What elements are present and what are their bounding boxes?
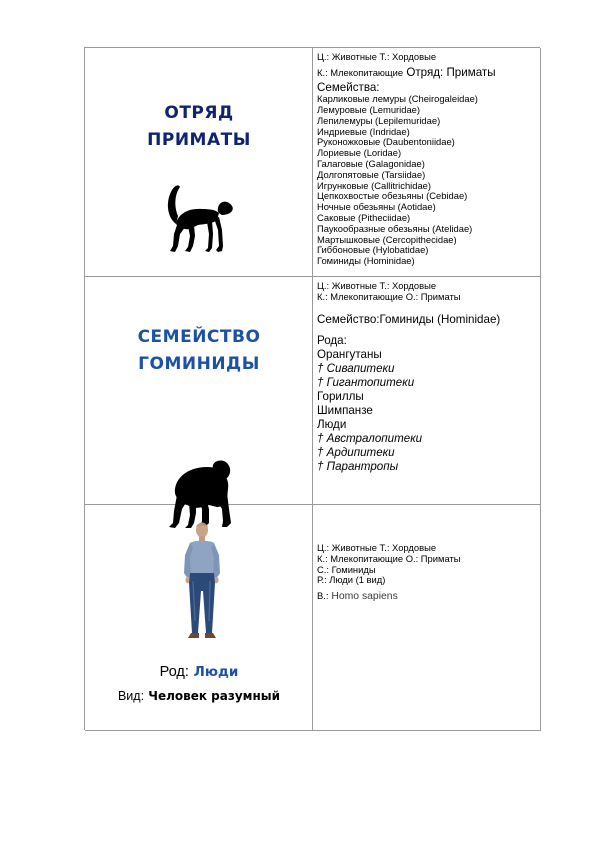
family-list-item: Гиббоновые (Hylobatidae) <box>317 244 429 256</box>
family-list-item: Руконожковые (Daubentoniidae) <box>317 136 455 148</box>
card-hominids-title <box>85 324 313 378</box>
family-list-item: Гоминиды (Hominidae) <box>317 255 415 267</box>
card-humans-left <box>85 505 313 731</box>
genus-item-extinct: † Сивапитеки <box>317 362 395 375</box>
card-hominids-left <box>85 277 313 505</box>
family-list-item: Мартышковые (Cercopithecidae) <box>317 233 457 245</box>
info-class: К.: Млекопитающие <box>317 66 404 78</box>
genus-label: Род: <box>159 664 189 680</box>
families-header: Семейства: <box>317 80 380 94</box>
species-label: Вид: <box>117 689 145 703</box>
family-list-item: Карликовые лемуры (Cheirogaleidae) <box>317 93 478 105</box>
family-list-item: Паукообразные обезьяны (Atelidae) <box>317 222 473 234</box>
info-class-order: К.: Млекопитающие О.: Приматы <box>317 552 461 564</box>
card-humans <box>85 505 541 731</box>
card-primates-title-line2: ПРИМАТЫ <box>147 130 251 150</box>
card-hominids <box>85 277 541 505</box>
card-primates-title-line1: ОТРЯД <box>164 103 234 123</box>
family-list-item: Долгопятовые (Tarsiidae) <box>317 168 426 180</box>
card-primates-info <box>313 48 541 277</box>
family-list-item: Ночные обезьяны (Aotidae) <box>317 201 436 213</box>
family-list-item: Саковые (Pitheciidae) <box>317 211 411 223</box>
info-class-order: К.: Млекопитающие О.: Приматы <box>317 290 461 302</box>
genus-item: Шимпанзе <box>317 404 373 417</box>
species-caption <box>85 688 313 705</box>
card-primates <box>85 48 541 277</box>
card-primates-title <box>85 100 313 154</box>
info-kingdom-phylum: Ц.: Животные Т.: Хордовые <box>317 542 437 553</box>
info-family: С.: Гоминиды <box>317 563 376 575</box>
family-list-item: Галаговые (Galagonidae) <box>317 157 425 169</box>
family-list-item: Лепилемуры (Lepilemuridae) <box>317 114 441 126</box>
cards-sheet <box>84 47 540 730</box>
genus-item-extinct: † Ардипитеки <box>317 446 395 459</box>
card-primates-left <box>85 48 313 277</box>
genus-caption <box>85 663 313 681</box>
info-species-label: В.: <box>317 590 329 602</box>
info-genus: Р.: Люди (1 вид) <box>317 574 386 586</box>
card-hominids-title-line1: СЕМЕЙСТВО <box>137 327 261 347</box>
man-photo-icon <box>179 521 225 645</box>
genera-header: Рода: <box>317 334 347 347</box>
info-species-value: Homo sapiens <box>328 591 398 603</box>
genus-value: Люди <box>188 664 239 680</box>
family-list-item: Игрунковые (Callitrichidae) <box>317 179 432 191</box>
info-kingdom-phylum: Ц.: Животные Т.: Хордовые <box>317 280 437 291</box>
family-list-item: Индриевые (Indridae) <box>317 125 410 137</box>
family-list-item: Цепкохвостые обезьяны (Cebidae) <box>317 190 468 202</box>
info-order: Отряд: Приматы <box>403 65 496 79</box>
info-species <box>317 586 540 604</box>
genus-item: Гориллы <box>317 390 364 403</box>
info-family: Семейство:Гоминиды (Hominidae) <box>317 312 501 326</box>
genus-item-extinct: † Австралопитеки <box>317 432 423 445</box>
monkey-icon <box>164 180 236 256</box>
families-list <box>317 94 540 267</box>
card-humans-info <box>313 505 541 731</box>
card-hominids-info <box>313 277 541 505</box>
card-hominids-title-line2: ГОМИНИДЫ <box>138 354 260 374</box>
species-value: Человек разумный <box>144 689 281 703</box>
info-kingdom-phylum: Ц.: Животные Т.: Хордовые <box>317 51 437 62</box>
family-list-item: Лориевые (Loridae) <box>317 147 402 159</box>
genera-list <box>317 348 540 474</box>
family-list-item: Лемуровые (Lemuridae) <box>317 104 421 115</box>
genus-item-extinct: † Парантропы <box>317 460 399 473</box>
genus-item: Люди <box>317 418 347 431</box>
info-class-order <box>317 63 540 81</box>
genus-item: Орангутаны <box>317 348 382 361</box>
genus-item-extinct: † Гигантопитеки <box>317 376 415 389</box>
